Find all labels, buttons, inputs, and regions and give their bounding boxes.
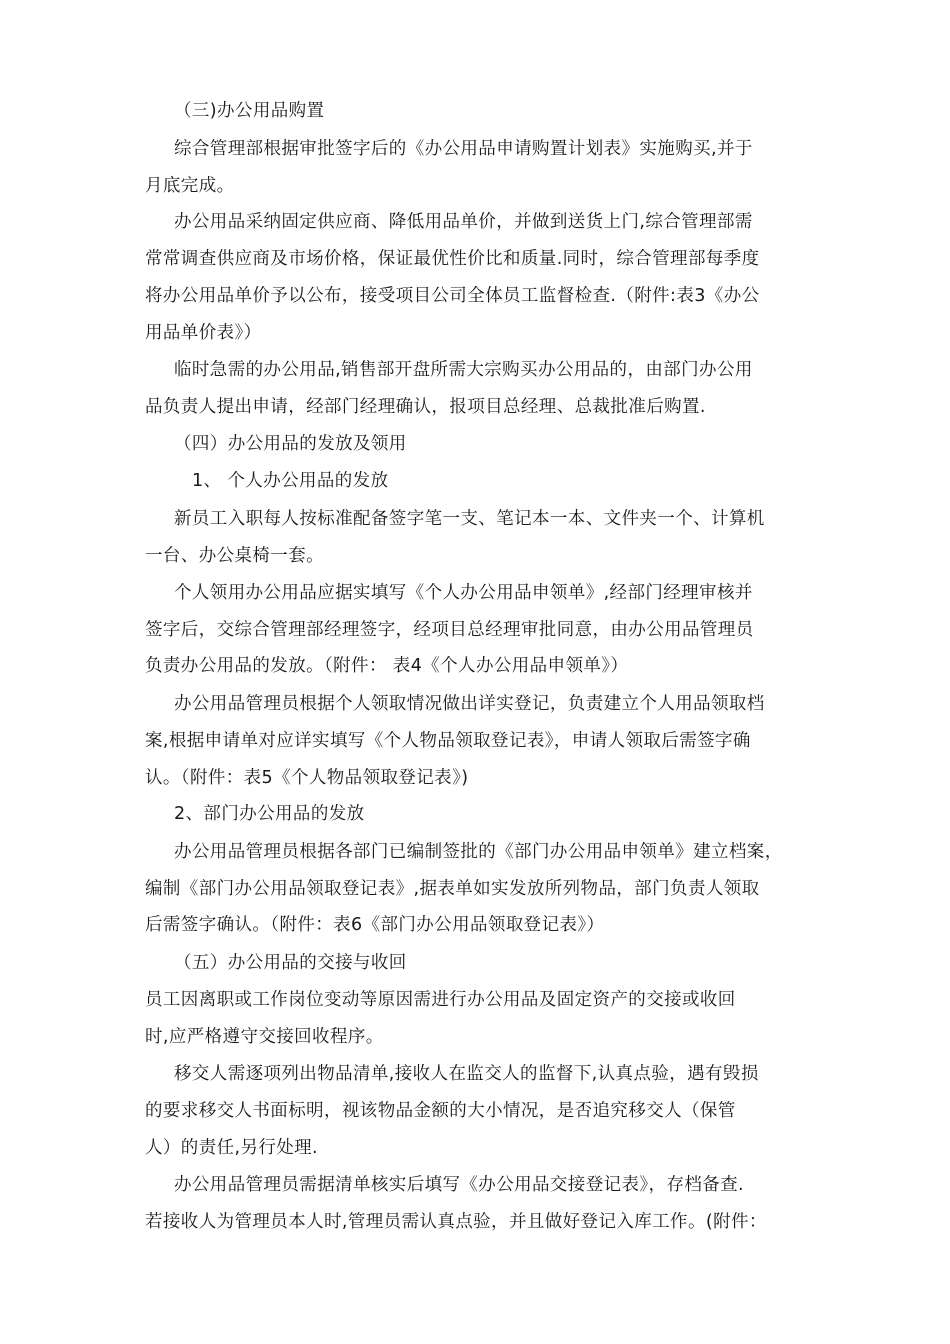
paragraph-line: 常常调查供应商及市场价格，保证最优性价比和质量.同时，综合管理部每季度 bbox=[145, 249, 760, 269]
paragraph-line: 办公用品管理员根据个人领取情况做出详实登记，负责建立个人用品领取档 bbox=[174, 694, 765, 714]
paragraph-line: 负责办公用品的发放。（附件： 表4《个人办公用品申领单》） bbox=[145, 656, 629, 676]
section-heading-purchase: （三)办公用品购置 bbox=[174, 101, 325, 121]
section-heading-handover: （五）办公用品的交接与收回 bbox=[174, 953, 407, 973]
paragraph-line: 若接收人为管理员本人时,管理员需认真点验，并且做好登记入库工作。(附件： bbox=[145, 1212, 767, 1232]
paragraph-line: 品负责人提出申请，经部门经理确认，报项目总经理、总裁批准后购置. bbox=[145, 397, 706, 417]
paragraph-line: 月底完成。 bbox=[145, 176, 235, 196]
paragraph-line: 办公用品管理员需据清单核实后填写《办公用品交接登记表》，存档备查. bbox=[174, 1175, 745, 1195]
paragraph-line: 个人领用办公用品应据实填写《个人办公用品申领单》,经部门经理审核并 bbox=[174, 583, 753, 603]
paragraph-line: 时,应严格遵守交接回收程序。 bbox=[145, 1027, 384, 1047]
paragraph-line: 员工因离职或工作岗位变动等原因需进行办公用品及固定资产的交接或收回 bbox=[145, 990, 736, 1010]
paragraph-line: 综合管理部根据审批签字后的《办公用品申请购置计划表》实施购买,并于 bbox=[174, 139, 753, 159]
paragraph-line: 认。（附件：表5《个人物品领取登记表》) bbox=[145, 768, 469, 788]
paragraph-line: 人）的责任,另行处理. bbox=[145, 1138, 319, 1158]
paragraph-line: 临时急需的办公用品,销售部开盘所需大宗购买办公用品的，由部门办公用 bbox=[174, 360, 753, 380]
paragraph-line: 将办公用品单价予以公布，接受项目公司全体员工监督检查.（附件:表3《办公 bbox=[145, 286, 760, 306]
paragraph-line: 用品单价表》） bbox=[145, 323, 262, 343]
paragraph-line: 一台、办公桌椅一套。 bbox=[145, 546, 324, 566]
paragraph-line: 新员工入职每人按标准配备签字笔一支、笔记本一本、文件夹一个、计算机 bbox=[174, 509, 765, 529]
subsection-heading-personal: 1、 个人办公用品的发放 bbox=[192, 471, 389, 491]
paragraph-line: 的要求移交人书面标明，视该物品金额的大小情况，是否追究移交人（保管 bbox=[145, 1101, 736, 1121]
subsection-heading-department: 2、部门办公用品的发放 bbox=[174, 804, 365, 824]
paragraph-line: 编制《部门办公用品领取登记表》,据表单如实发放所列物品，部门负责人领取 bbox=[145, 879, 760, 899]
paragraph-line: 签字后，交综合管理部经理签字，经项目总经理审批同意，由办公用品管理员 bbox=[145, 620, 754, 640]
paragraph-line: 办公用品管理员根据各部门已编制签批的《部门办公用品申领单》建立档案， bbox=[174, 842, 783, 862]
paragraph-line: 办公用品采纳固定供应商、降低用品单价，并做到送货上门,综合管理部需 bbox=[174, 212, 753, 232]
paragraph-line: 移交人需逐项列出物品清单,接收人在监交人的监督下,认真点验，遇有毁损 bbox=[174, 1064, 759, 1084]
paragraph-line: 案,根据申请单对应详实填写《个人物品领取登记表》，申请人领取后需签字确 bbox=[145, 731, 751, 751]
section-heading-distribution: （四）办公用品的发放及领用 bbox=[174, 434, 407, 454]
paragraph-line: 后需签字确认。（附件：表6《部门办公用品领取登记表》） bbox=[145, 915, 605, 935]
